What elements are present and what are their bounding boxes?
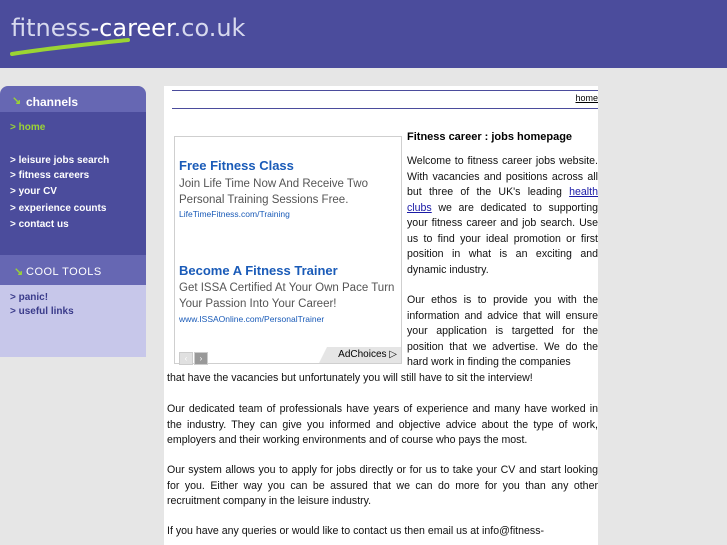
contact-paragraph: If you have any queries or would like to contact us then email us at info@fitness-	[167, 525, 545, 537]
main-content	[164, 86, 598, 545]
divider	[172, 90, 598, 91]
channels-header	[0, 86, 146, 112]
team-paragraph: Our dedicated team of professionals have years of experience and many have worked in the industry. They can give you informed and objective advice about the type of work, employers and their working environments and of course who pays the most.	[167, 403, 598, 446]
logo-text-domain: .co.uk	[173, 14, 246, 42]
ad-panel	[174, 136, 402, 364]
ad-url-link[interactable]: www.ISSAOnline.com/PersonalTrainer	[179, 314, 325, 324]
intro-text-cont: we are dedicated to supporting your fitness career and job search. Use us to find your ideal promotion or first position in what is an exciting and dynamic industry.	[407, 201, 598, 276]
sidebar-item-fitness-careers[interactable]: > fitness careers	[10, 170, 90, 181]
ad-prev-icon[interactable]: ‹	[179, 352, 193, 365]
sidebar-item-contact-us[interactable]: > contact us	[10, 219, 69, 230]
sidebar-item-useful-links[interactable]: > useful links	[10, 306, 74, 317]
breadcrumb-home-link[interactable]: home	[575, 93, 598, 103]
intro-text: Welcome to fitness career jobs website. With vacancies and positions across all but three of the UK's leading	[407, 155, 598, 198]
arrow-icon: ↘	[14, 266, 24, 278]
sidebar-item-panic[interactable]: > panic!	[10, 292, 49, 303]
cool-tools-header	[0, 255, 146, 285]
intro-paragraph	[407, 154, 598, 278]
channels-menu	[0, 112, 146, 255]
ad-title-link[interactable]: Become A Fitness Trainer	[179, 263, 338, 278]
site-header	[0, 0, 727, 68]
divider	[172, 108, 598, 109]
logo-swoosh-icon	[10, 38, 130, 58]
adchoices-button[interactable]: AdChoices ▷	[327, 347, 401, 363]
ad-url-link[interactable]: LifeTimeFitness.com/Training	[179, 209, 290, 219]
page-title: Fitness career : jobs homepage	[407, 131, 573, 143]
sidebar-item-experience-counts[interactable]: > experience counts	[10, 203, 107, 214]
arrow-icon: ↘	[12, 95, 22, 107]
ethos-paragraph-cont: that have the vacancies but unfortunately you will still have to sit the interview!	[167, 372, 533, 384]
ad-description: Get ISSA Certified At Your Own Pace Turn Your Passion Into Your Career!	[179, 282, 395, 310]
ethos-paragraph: Our ethos is to provide you with the information and advice that will ensure your application is targetted for the position that we advertise. We do the hard work in finding the companies	[407, 294, 598, 368]
health-clubs-link[interactable]: health clubs	[407, 186, 598, 214]
sidebar	[0, 86, 146, 357]
ad-pagination	[179, 348, 209, 366]
cool-tools-menu	[0, 285, 146, 357]
ad-next-icon[interactable]: ›	[194, 352, 208, 365]
ad-description: Join Life Time Now And Receive Two Personal Training Sessions Free.	[179, 178, 368, 206]
adchoices-label: AdChoices	[338, 349, 387, 360]
cool-tools-title: COOL TOOLS	[26, 266, 102, 278]
logo-text-career: -career	[90, 14, 174, 42]
logo-text-fitness: fitness	[11, 14, 91, 42]
system-paragraph: Our system allows you to apply for jobs directly or for us to take your CV and start looking for you. Either way you can be assured that we can do more for you than any other recruitment company in the leisure industry.	[167, 464, 598, 507]
ad-title-link[interactable]: Free Fitness Class	[179, 158, 294, 173]
sidebar-item-leisure-jobs-search[interactable]: > leisure jobs search	[10, 155, 110, 166]
sidebar-item-home[interactable]: > home	[10, 122, 46, 133]
channels-title: channels	[26, 95, 79, 109]
sidebar-item-your-cv[interactable]: > your CV	[10, 186, 57, 197]
